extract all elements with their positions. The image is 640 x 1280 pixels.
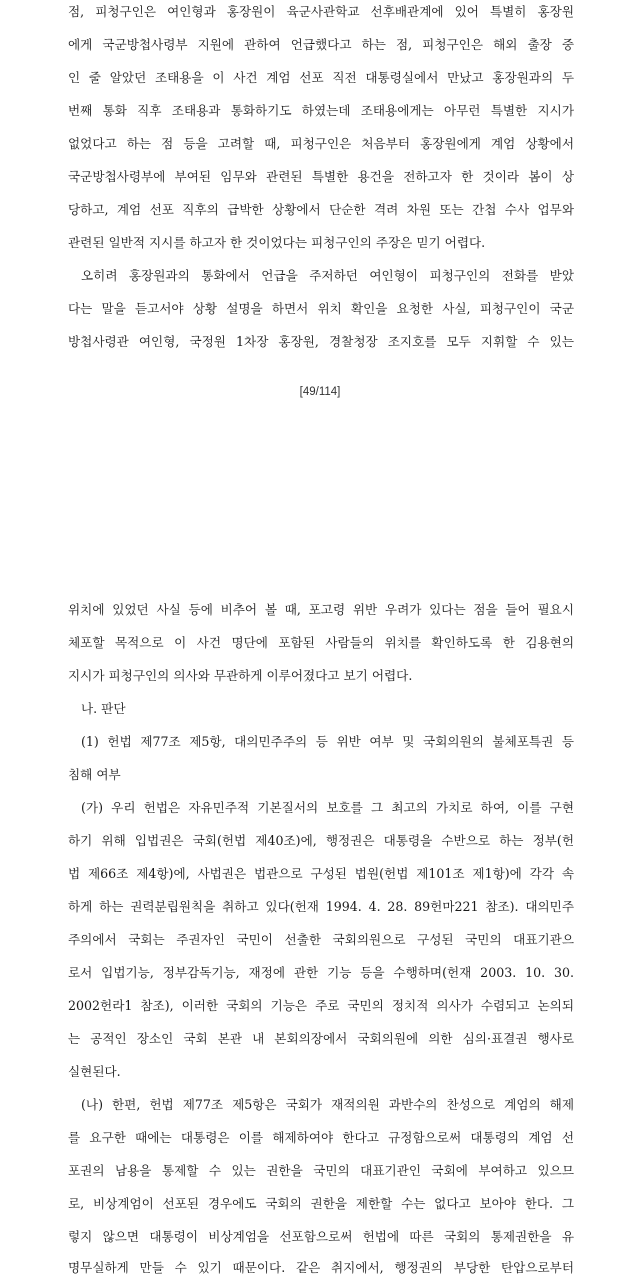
text-line: 2002헌라1 참조), 이러한 국회의 기능은 주로 국민의 정치적 의사가 수렴되고 논의되 bbox=[68, 998, 574, 1013]
text-line: 하기 위해 입법권은 국회(헌법 제40조)에, 행정권은 대통령을 수반으로 하는 정부(헌 bbox=[68, 833, 574, 848]
text-line: 인 줄 알았던 조태용을 이 사건 계엄 선포 직전 대통령실에서 만났고 홍장원과의 두 bbox=[68, 70, 574, 85]
text-line: 를 요구한 때에는 대통령은 이를 해제하여야 한다고 규정함으로써 대통령의 계엄 선 bbox=[68, 1130, 574, 1145]
text-line: 포권의 남용을 통제할 수 있는 권한을 국민의 대표기관인 국회에 부여하고 있으므 bbox=[68, 1163, 574, 1178]
subsection-heading: (1) 헌법 제77조 제5항, 대의민주주의 등 위반 여부 및 국회의원의 불체포특권 등 bbox=[81, 734, 574, 749]
text-line: 체포할 목적으로 이 사건 명단에 포함된 사람들의 위치를 확인하도록 한 김용현의 bbox=[68, 635, 574, 650]
text-line: 렇지 않으면 대통령이 비상계엄을 선포함으로써 헌법에 따른 국회의 통제권한을 유 bbox=[68, 1229, 574, 1244]
text-line: 국군방첩사령부에 부여된 임무와 관련된 특별한 용건을 전하고자 한 것이라 봄이 상 bbox=[68, 169, 574, 184]
text-line: 하게 하는 권력분립원칙을 취하고 있다(헌재 1994. 4. 28. 89헌마221 참조). 대의민주 bbox=[68, 899, 574, 914]
text-line: 번째 통화 직후 조태용과 통화하기도 하였는데 조태용에게는 아무런 특별한 지시가 bbox=[68, 103, 574, 118]
text-line: 주의에서 국회는 주권자인 국민이 선출한 국회의원으로 구성된 국민의 대표기관으 bbox=[68, 932, 574, 947]
text-line: 침해 여부 bbox=[68, 767, 121, 782]
text-line: (가) 우리 헌법은 자유민주적 기본질서의 보호를 그 최고의 가치로 하여, 이를 구현 bbox=[81, 800, 574, 815]
page-number: [49/114] bbox=[299, 386, 341, 398]
text-line: 로서 입법기능, 정부감독기능, 재정에 관한 기능 등을 수행하며(헌재 2003. 10. 30. bbox=[68, 965, 574, 980]
text-line: 로, 비상계엄이 선포된 경우에도 국회의 권한을 제한할 수는 없다고 보아야 한다. 그 bbox=[68, 1196, 574, 1211]
text-line: 관련된 일반적 지시를 하고자 한 것이었다는 피청구인의 주장은 믿기 어렵다. bbox=[68, 235, 486, 250]
text-line: 지시가 피청구인의 의사와 무관하게 이루어졌다고 보기 어렵다. bbox=[68, 668, 413, 683]
text-line: 명무실하게 만들 수 있기 때문이다. 같은 취지에서, 행정권의 부당한 탄압으로부터 bbox=[68, 1260, 574, 1275]
text-line: 법 제66조 제4항)에, 사법권은 법관으로 구성된 법원(헌법 제101조 제1항)에 각각 속 bbox=[68, 866, 574, 881]
text-line: 다는 말을 듣고서야 상황 설명을 하면서 위치 확인을 요청한 사실, 피청구인이 국군 bbox=[68, 301, 574, 316]
section-heading: 나. 판단 bbox=[81, 701, 126, 716]
text-line: (나) 한편, 헌법 제77조 제5항은 국회가 재적의원 과반수의 찬성으로 계엄의 해제 bbox=[81, 1097, 574, 1112]
text-line: 실현된다. bbox=[68, 1064, 121, 1079]
text-line: 위치에 있었던 사실 등에 비추어 볼 때, 포고령 위반 우려가 있다는 점을 들어 필요시 bbox=[68, 602, 574, 617]
text-line: 없었다고 하는 점 등을 고려할 때, 피청구인은 처음부터 홍장원에게 계엄 상황에서 bbox=[68, 136, 574, 151]
text-line: 오히려 홍장원과의 통화에서 언급을 주저하던 여인형이 피청구인의 전화를 받았 bbox=[81, 268, 574, 283]
text-line: 당하고, 계엄 선포 직후의 급박한 상황에서 단순한 격려 차원 또는 간첩 수사 업무와 bbox=[68, 202, 574, 217]
text-line: 는 공적인 장소인 국회 본관 내 본회의장에서 국회의원에 의한 심의·표결권 행사로 bbox=[68, 1031, 574, 1046]
text-line: 방첩사령관 여인형, 국정원 1차장 홍장원, 경찰청장 조지호를 모두 지휘할 수 있는 bbox=[68, 334, 574, 349]
text-line: 에게 국군방첩사령부 지원에 관하여 언급했다고 하는 점, 피청구인은 해외 출장 중 bbox=[68, 37, 574, 52]
text-line: 점, 피청구인은 여인형과 홍장원이 육군사관학교 선후배관계에 있어 특별히 홍장원 bbox=[68, 4, 574, 19]
